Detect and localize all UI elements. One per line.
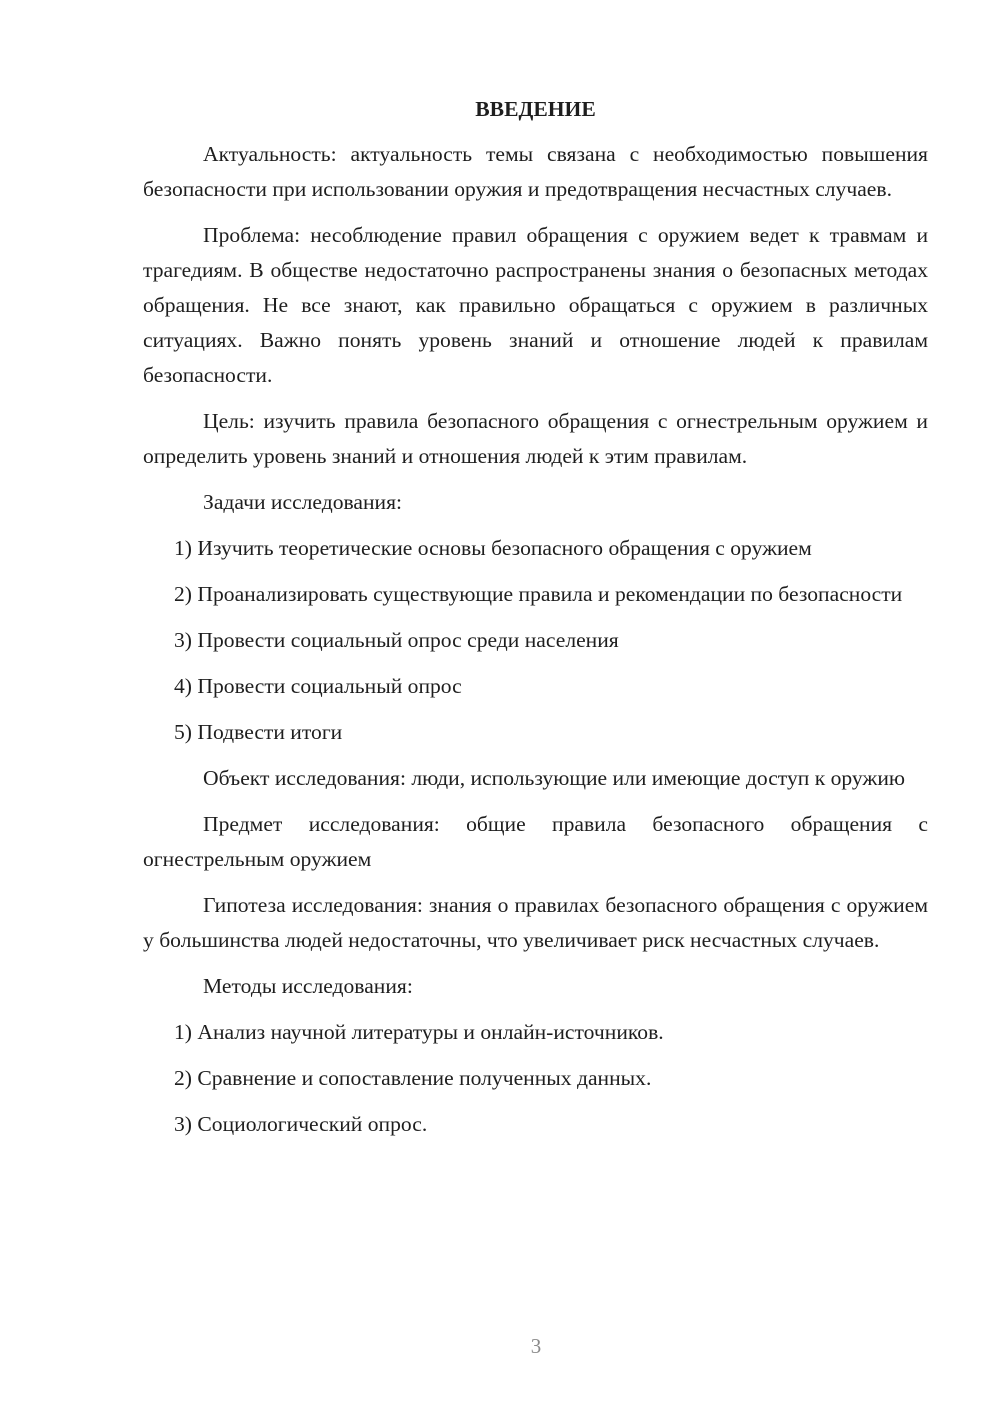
method-item-1: 1) Анализ научной литературы и онлайн-источников. bbox=[174, 1020, 664, 1044]
task-item-2: 2) Проанализировать существующие правила и рекомендации по безопасности bbox=[174, 582, 903, 606]
subject-paragraph: Предмет исследования: общие правила безопасного обращения с огнестрельным оружием bbox=[143, 812, 928, 871]
task-item-4: 4) Провести социальный опрос bbox=[174, 674, 462, 698]
methods-heading: Методы исследования: bbox=[203, 974, 413, 998]
task-item-3: 3) Провести социальный опрос среди населения bbox=[174, 628, 619, 652]
method-item-3: 3) Социологический опрос. bbox=[174, 1112, 428, 1136]
task-item-1: 1) Изучить теоретические основы безопасного обращения с оружием bbox=[174, 536, 812, 560]
goal-paragraph: Цель: изучить правила безопасного обращения с огнестрельным оружием и определить уровень знаний и отношения людей к этим правилам. bbox=[143, 409, 928, 468]
page-number: 3 bbox=[530, 1334, 542, 1358]
section-title: ВВЕДЕНИЕ bbox=[475, 97, 596, 121]
task-item-5: 5) Подвести итоги bbox=[174, 720, 343, 744]
relevance-paragraph: Актуальность: актуальность темы связана с необходимостью повышения безопасности при использовании оружия и предотвращения несчастных случаев. bbox=[143, 142, 928, 201]
object-paragraph: Объект исследования: люди, использующие или имеющие доступ к оружию bbox=[203, 766, 906, 790]
tasks-heading: Задачи исследования: bbox=[203, 490, 403, 514]
problem-paragraph: Проблема: несоблюдение правил обращения с оружием ведет к травмам и трагедиям. В обществе недостаточно распространены знания о безопасных методах обращения. Не все знают, как правильно обращаться с оружием в различных ситуациях. Важно понять уровень знаний и отношение людей к правилам безопасности. bbox=[143, 223, 928, 387]
page-content bbox=[143, 92, 928, 1153]
hypothesis-paragraph: Гипотеза исследования: знания о правилах безопасного обращения с оружием у большинства людей недостаточны, что увеличивает риск несчастных случаев. bbox=[143, 893, 928, 952]
method-item-2: 2) Сравнение и сопоставление полученных данных. bbox=[174, 1066, 652, 1090]
